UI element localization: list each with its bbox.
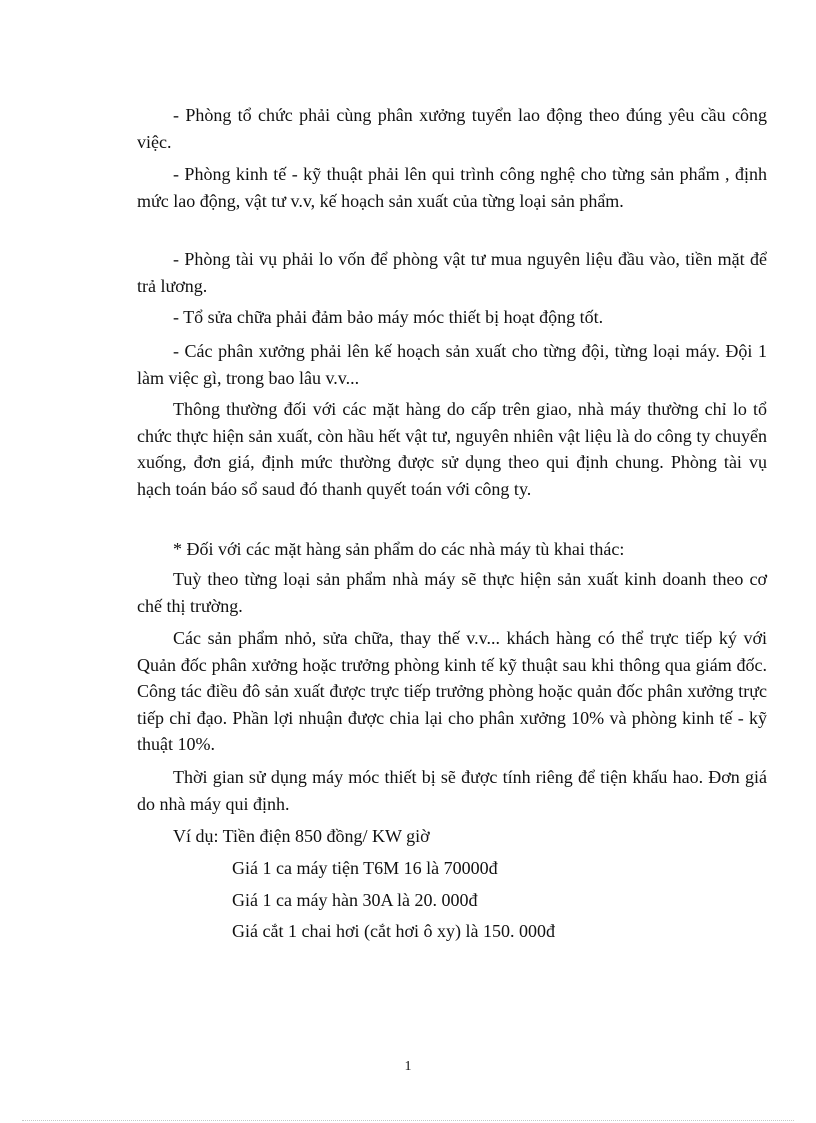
paragraph-self-exploited-heading: * Đối với các mặt hàng sản phẩm do các nhà máy tù khai thác:: [173, 539, 625, 559]
example-item: Giá cắt 1 chai hơi (cắt hơi ô xy) là 150. 000đ: [232, 921, 555, 941]
paragraph-technical-dept: - Phòng kinh tế - kỹ thuật phải lên qui trình công nghệ cho từng sản phẩm , định mức lao động, vật tư v.v, kế hoạch sản xuất của từng loại sản phẩm.: [137, 164, 767, 211]
paragraph-repair-team: - Tổ sửa chữa phải đảm bảo máy móc thiết bị hoạt động tốt.: [173, 307, 604, 327]
example-item: Giá 1 ca máy tiện T6M 16 là 70000đ: [232, 858, 498, 878]
paragraph-small-products: Các sản phẩm nhỏ, sửa chữa, thay thế v.v... khách hàng có thể trực tiếp ký với Quản đốc phân xưởng hoặc trưởng phòng kinh tế kỹ thuật sau khi thông qua giám đốc. Công tác điều đô sản xuất được trực tiếp trưởng phòng hoặc quản đốc phân xưởng trực tiếp chỉ đạo. Phần lợi nhuận được chia lại cho phân xưởng 10% và phòng kinh tế - kỹ thuật 10%.: [137, 628, 767, 754]
paragraph-market-mechanism: Tuỳ theo từng loại sản phẩm nhà máy sẽ thực hiện sản xuất kinh doanh theo cơ chế thị trường.: [137, 569, 767, 616]
example-item: Giá 1 ca máy hàn 30A là 20. 000đ: [232, 890, 478, 910]
page-number: 1: [404, 1059, 412, 1074]
paragraph-finance-dept: - Phòng tài vụ phải lo vốn để phòng vật tư mua nguyên liệu đầu vào, tiền mặt để trả lương.: [137, 249, 767, 296]
paragraph-workshops: - Các phân xưởng phải lên kế hoạch sản xuất cho từng đội, từng loại máy. Đội 1 làm việc gì, trong bao lâu v.v...: [137, 341, 767, 388]
paragraph-organization-dept: - Phòng tổ chức phải cùng phân xưởng tuyển lao động theo đúng yêu cầu công việc.: [137, 105, 767, 152]
paragraph-assigned-goods: Thông thường đối với các mặt hàng do cấp trên giao, nhà máy thường chỉ lo tổ chức thực hiện sản xuất, còn hầu hết vật tư, nguyên nhiên vật liệu là do công ty chuyển xuống, đơn giá, định mức thường được sử dụng theo qui định chung. Phòng tài vụ hạch toán báo sổ saud đó thanh quyết toán với công ty.: [137, 399, 767, 499]
paragraph-machine-time: Thời gian sử dụng máy móc thiết bị sẽ được tính riêng để tiện khấu hao. Đơn giá do nhà máy qui định.: [137, 767, 767, 814]
example-intro: Ví dụ: Tiền điện 850 đồng/ KW giờ: [173, 826, 430, 846]
page-bottom-divider: [22, 1120, 794, 1121]
